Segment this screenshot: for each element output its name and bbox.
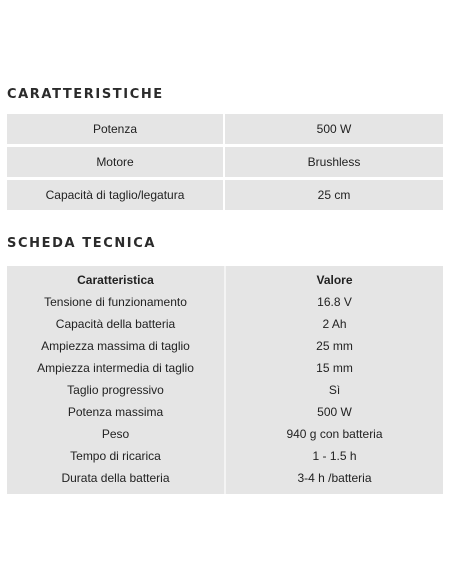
table-row: [7, 379, 443, 401]
column-header-caratteristica: Caratteristica: [77, 273, 154, 287]
table-row: [7, 335, 443, 357]
spec-name: Capacità della batteria: [55, 317, 176, 331]
scheda-tecnica-title: SCHEDA TECNICA: [7, 236, 157, 251]
spec-value: 16.8 V: [317, 295, 352, 309]
table-row: [7, 357, 443, 379]
spec-value: 3-4 h /batteria: [297, 471, 372, 485]
spec-value: Sì: [328, 383, 341, 397]
table-row: [7, 180, 443, 210]
table-row: [7, 423, 443, 445]
table-header-row: [7, 269, 443, 291]
feature-value: 25 cm: [225, 180, 443, 210]
caratteristiche-title: CARATTERISTICHE: [7, 87, 164, 102]
table-row: [7, 401, 443, 423]
caratteristiche-table: [7, 114, 443, 213]
feature-name: Potenza: [7, 114, 223, 144]
table-row: [7, 147, 443, 177]
spec-name: Tempo di ricarica: [70, 449, 161, 463]
spec-name: Durata della batteria: [61, 471, 170, 485]
spec-value: 1 - 1.5 h: [312, 449, 357, 463]
feature-name: Motore: [7, 147, 223, 177]
spec-name: Potenza massima: [67, 405, 164, 419]
spec-name: Tensione di funzionamento: [44, 295, 187, 309]
feature-value: 500 W: [225, 114, 443, 144]
spec-value: 2 Ah: [322, 317, 347, 331]
spec-value: 25 mm: [316, 339, 353, 353]
table-row: [7, 445, 443, 467]
table-row: [7, 291, 443, 313]
spec-value: 940 g con batteria: [286, 427, 383, 441]
spec-name: Peso: [101, 427, 130, 441]
feature-value: Brushless: [225, 147, 443, 177]
column-header-valore: Valore: [316, 273, 353, 287]
spec-name: Ampiezza intermedia di taglio: [37, 361, 194, 375]
table-row: [7, 313, 443, 335]
spec-rows: [7, 269, 443, 489]
table-row: [7, 467, 443, 489]
table-row: [7, 114, 443, 144]
spec-name: Taglio progressivo: [67, 383, 164, 397]
spec-value: 500 W: [317, 405, 352, 419]
spec-value: 15 mm: [316, 361, 353, 375]
scheda-tecnica-table: [7, 266, 443, 494]
feature-name: Capacità di taglio/legatura: [7, 180, 223, 210]
spec-name: Ampiezza massima di taglio: [41, 339, 190, 353]
